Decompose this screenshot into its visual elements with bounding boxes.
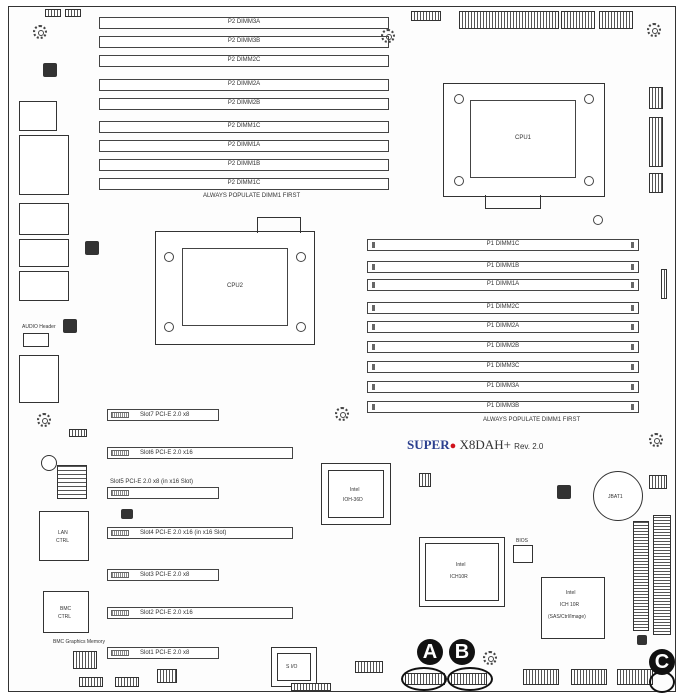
mounting-hole	[649, 433, 663, 447]
top-connector	[459, 11, 559, 29]
brand-rev: Rev. 2.0	[514, 442, 544, 451]
bottom-header	[115, 677, 139, 687]
cpu1-hole	[454, 94, 464, 104]
fan-header	[65, 9, 81, 17]
bmc-controller: BMC CTRL	[43, 591, 89, 633]
callout-a: A	[417, 639, 443, 665]
pcie-slot-4: Slot4 PCI-E 2.0 x16 (in x16 Slot)	[107, 527, 293, 539]
mounting-hole	[335, 407, 349, 421]
p2-dimm-slot: P2 DIMM1C	[99, 121, 389, 133]
io-usb-lan-port	[19, 271, 69, 301]
bios-chip: BIOS	[513, 545, 533, 563]
audio-header: AUDIO Header	[23, 333, 49, 347]
bottom-header	[617, 669, 653, 685]
cpu1-hole	[454, 176, 464, 186]
bottom-header	[571, 669, 607, 685]
p1-dimm-slot: P1 DIMM2A	[367, 321, 639, 333]
bottom-header	[355, 661, 383, 673]
buzzer	[41, 455, 57, 471]
mounting-hole	[647, 23, 661, 37]
p1-dimm-slot: P1 DIMM3A	[367, 381, 639, 393]
cpu2-hole	[296, 252, 306, 262]
cpu2-socket	[155, 231, 315, 345]
lan-controller: LAN CTRL	[39, 511, 89, 561]
cpu2-hole	[296, 322, 306, 332]
super-io-die: S I/O	[277, 653, 311, 681]
cpu1-die	[470, 100, 576, 178]
pcie-slot-6: Slot6 PCI-E 2.0 x16	[107, 447, 293, 459]
cpu1-socket	[443, 83, 605, 197]
small-header	[419, 473, 431, 487]
bottom-header	[79, 677, 103, 687]
p2-dimm-slot: P2 DIMM1C	[99, 178, 389, 190]
p1-dimm-slot: P1 DIMM1C	[367, 239, 639, 251]
p1-dimm-slot: P1 DIMM2B	[367, 341, 639, 353]
bmc-chip-small	[57, 465, 87, 499]
cpu2-die	[182, 248, 288, 326]
cpu1-hole	[584, 176, 594, 186]
right-header	[649, 87, 663, 109]
mounting-hole	[593, 215, 603, 225]
callout-ring-b	[447, 667, 493, 691]
io-kbms-port	[19, 101, 57, 131]
mounting-hole	[483, 651, 497, 665]
mounting-hole	[37, 413, 51, 427]
bmc-graphics-label: BMC Graphics Memory	[53, 639, 105, 645]
pcie-slot-7: Slot7 PCI-E 2.0 x8	[107, 409, 219, 421]
p2-dimm-slot: P2 DIMM1A	[99, 140, 389, 152]
p2-dimm-slot: P2 DIMM2B	[99, 98, 389, 110]
bottom-header	[291, 683, 331, 691]
small-header	[69, 429, 87, 437]
top-left-fan-headers	[45, 9, 85, 23]
p2-dimm-slot: P2 DIMM2A	[99, 79, 389, 91]
top-connector	[561, 11, 595, 29]
cpu1-label: CPU1	[515, 135, 532, 141]
callout-b: B	[449, 639, 475, 665]
motherboard-layout	[8, 6, 676, 692]
top-connector	[411, 11, 441, 21]
io-com-vga-port	[19, 135, 69, 195]
right-header	[649, 173, 663, 193]
right-header	[661, 269, 667, 299]
p2-dimm-slot: P2 DIMM3B	[99, 36, 389, 48]
cpu2-bracket	[257, 217, 301, 233]
intel-ich-chip	[419, 537, 505, 607]
ich-die: Intel ICH10R	[425, 543, 499, 601]
floppy-connector	[633, 521, 649, 631]
audio-jacks	[19, 355, 59, 403]
p1-dimm-slot: P1 DIMM1A	[367, 279, 639, 291]
component-chip	[63, 319, 77, 333]
ide-connector	[653, 515, 671, 635]
p2-dimm-slot: P2 DIMM2C	[99, 55, 389, 67]
p2-dimm-slot: P2 DIMM3A	[99, 17, 389, 29]
mounting-hole	[381, 29, 395, 43]
p1-dimm-note: ALWAYS POPULATE DIMM1 FIRST	[483, 417, 581, 423]
cmos-battery: JBAT1	[593, 471, 643, 521]
io-usb-lan-port	[19, 203, 69, 235]
p2-dimm-note: ALWAYS POPULATE DIMM1 FIRST	[203, 193, 301, 199]
pcie-slot-5: Slot5 PCI-E 2.0 x8 (in x16 Slot)	[107, 487, 219, 499]
p2-dimm-slot: P2 DIMM1B	[99, 159, 389, 171]
brand-name: SUPER	[407, 437, 450, 452]
cpu2-hole	[164, 252, 174, 262]
component-chip	[121, 509, 133, 519]
bottom-header	[157, 669, 177, 683]
super-io-chip	[271, 647, 317, 687]
pcie-slot-3: Slot3 PCI-E 2.0 x8	[107, 569, 219, 581]
fan-header	[45, 9, 61, 17]
cpu1-hole	[584, 94, 594, 104]
intel-ioh-chip	[321, 463, 391, 525]
component-chip	[43, 63, 57, 77]
pcie-slot-1: Slot1 PCI-E 2.0 x8	[107, 647, 219, 659]
component-chip	[557, 485, 571, 499]
pcie-slot-2: Slot2 PCI-E 2.0 x16	[107, 607, 293, 619]
mounting-hole	[33, 25, 47, 39]
io-usb-lan-port	[19, 239, 69, 267]
component-chip	[637, 635, 647, 645]
p1-dimm-slot: P1 DIMM3B	[367, 401, 639, 413]
ioh-die: Intel IOH-36D	[328, 470, 384, 518]
top-connector	[599, 11, 633, 29]
cpu1-bracket	[485, 195, 541, 209]
fan-header	[649, 475, 667, 489]
brand-model: X8DAH+	[459, 437, 511, 452]
right-header	[649, 117, 663, 167]
sas-controller: Intel ICH 10R (SAS/Ctrl/Image)	[541, 577, 605, 639]
cpu2-label: CPU2	[227, 283, 244, 289]
component-chip	[85, 241, 99, 255]
callout-c: C	[649, 649, 675, 675]
cpu2-hole	[164, 322, 174, 332]
p1-dimm-slot: P1 DIMM3C	[367, 361, 639, 373]
p1-dimm-slot: P1 DIMM1B	[367, 261, 639, 273]
bottom-header	[523, 669, 559, 685]
p1-dimm-slot: P1 DIMM2C	[367, 302, 639, 314]
callout-ring-a	[401, 667, 447, 691]
brand-dot: ●	[449, 440, 457, 452]
bmc-memory	[73, 651, 97, 669]
board-brand	[407, 437, 543, 453]
